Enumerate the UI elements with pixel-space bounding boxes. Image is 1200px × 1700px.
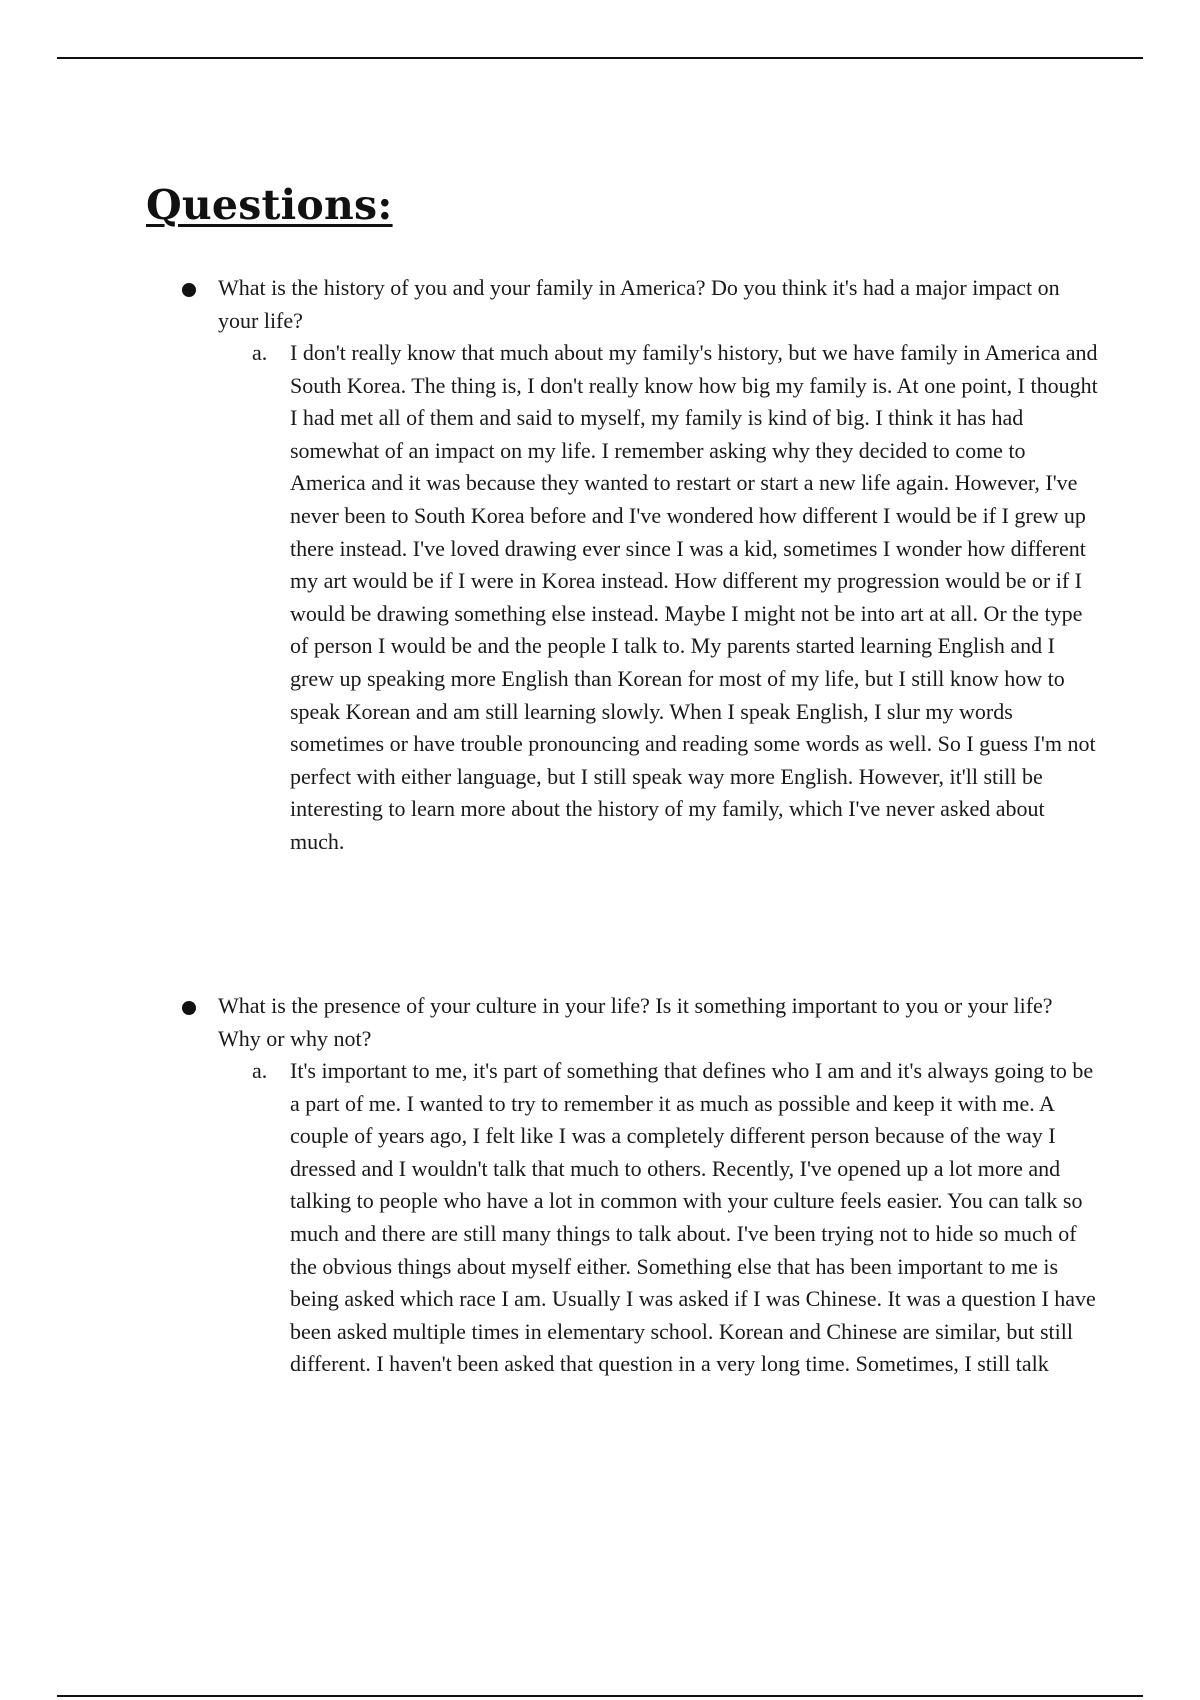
page-title: Questions: xyxy=(146,181,393,229)
question-block-2 xyxy=(0,990,1200,1381)
answer-2-text: It's important to me, it's part of something that defines who I am and it's always going to be a part of me. I wanted to try to remember it as much as possible and keep it with me. A couple of years ago, I felt like I was a completely different person because of the way I dressed and I wouldn't talk that much to others. Recently, I've opened up a lot more and talking to people who have a lot in common with your culture feels easier. You can talk so much and there are still many things to talk about. I've been trying not to hide so much of the obvious things about myself either. Something else that has been important to me is being asked which race I am. Usually I was asked if I was Chinese. It was a question I have been asked multiple times in elementary school. Korean and Chinese are similar, but still different. I haven't been asked that question in a very long time. Sometimes, I still talk xyxy=(290,1058,1096,1377)
bullet-dot xyxy=(182,283,196,297)
top-divider xyxy=(57,57,1143,59)
question-2 xyxy=(218,990,1098,1055)
bullet-dot xyxy=(182,1001,196,1015)
answer-2-marker: a. xyxy=(252,1058,268,1083)
question-1-text: What is the history of you and your family in America? Do you think it's had a major impact on your life? xyxy=(218,275,1060,333)
answer-1-marker: a. xyxy=(252,340,268,365)
answer-1 xyxy=(252,337,1100,859)
question-2-text: What is the presence of your culture in your life? Is it something important to you or your life? Why or why not? xyxy=(218,993,1053,1051)
answer-1-text: I don't really know that much about my family's history, but we have family in America and South Korea. The thing is, I don't really know how big my family is. At one point, I thought I had met all of them and said to myself, my family is kind of big. I think it has had somewhat of an impact on my life. I remember asking why they decided to come to America and it was because they wanted to restart or start a new life again. However, I've never been to South Korea before and I've wondered how different I would be if I grew up there instead. I've loved drawing ever since I was a kid, sometimes I wonder how different my art would be if I were in Korea instead. How different my progression would be or if I would be drawing something else instead. Maybe I might not be into art at all. Or the type of person I would be and the people I talk to. My parents started learning English and I grew up speaking more English than Korean for most of my life, but I still know how to speak Korean and am still learning slowly. When I speak English, I slur my words sometimes or have trouble pronouncing and reading some words as well. So I guess I'm not perfect with either language, but I still speak way more English. However, it'll still be interesting to learn more about the history of my family, which I've never asked about much. xyxy=(290,340,1098,854)
question-1 xyxy=(218,272,1098,337)
answer-2 xyxy=(252,1055,1100,1381)
bottom-divider xyxy=(57,1695,1143,1697)
question-block-1 xyxy=(0,272,1200,859)
